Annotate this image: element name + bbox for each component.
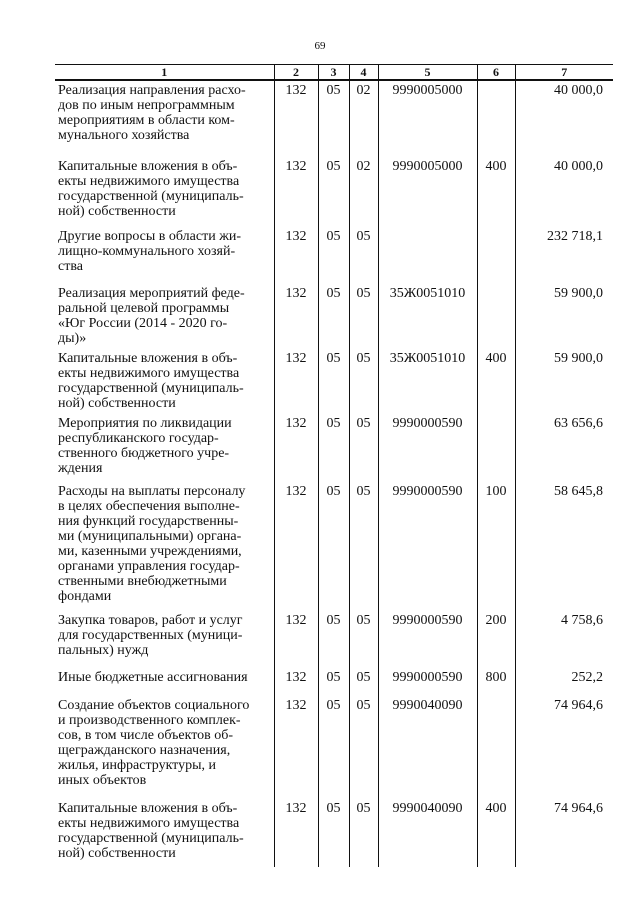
row-target-article: 9990040090 <box>378 696 477 799</box>
header-col-3: 3 <box>318 65 349 81</box>
row-name <box>55 668 274 696</box>
row-name <box>55 80 274 157</box>
row-amount: 40 000,0 <box>515 157 613 227</box>
row-name <box>55 349 274 414</box>
header-col-4: 4 <box>349 65 378 81</box>
row-target-article: 9990040090 <box>378 799 477 867</box>
row-subsection: 05 <box>349 696 378 799</box>
row-amount: 252,2 <box>515 668 613 696</box>
row-name <box>55 157 274 227</box>
row-expense-type <box>477 414 515 482</box>
row-name-text: Иные бюджетные ассигнования <box>58 670 248 685</box>
row-code: 132 <box>274 696 318 799</box>
row-amount: 59 900,0 <box>515 349 613 414</box>
row-code: 132 <box>274 349 318 414</box>
row-subsection: 05 <box>349 227 378 284</box>
row-subsection: 05 <box>349 799 378 867</box>
row-code: 132 <box>274 414 318 482</box>
row-code: 132 <box>274 799 318 867</box>
row-section: 05 <box>318 80 349 157</box>
row-amount: 40 000,0 <box>515 80 613 157</box>
row-subsection: 05 <box>349 284 378 349</box>
row-target-article: 35Ж0051010 <box>378 284 477 349</box>
row-name <box>55 799 274 867</box>
row-expense-type: 400 <box>477 157 515 227</box>
row-name-text: Другие вопросы в области жи- лищно-коммунального хозяй- ства <box>58 229 242 274</box>
row-name <box>55 611 274 668</box>
row-target-article: 9990000590 <box>378 482 477 611</box>
header-col-6: 6 <box>477 65 515 81</box>
row-expense-type: 400 <box>477 349 515 414</box>
row-code: 132 <box>274 482 318 611</box>
row-section: 05 <box>318 668 349 696</box>
row-name-text: Капитальные вложения в объ- екты недвижимого имущества государственной (муниципаль- ной) собственности <box>58 801 244 861</box>
row-subsection: 05 <box>349 611 378 668</box>
header-col-7: 7 <box>515 65 613 81</box>
header-col-2: 2 <box>274 65 318 81</box>
row-subsection: 02 <box>349 80 378 157</box>
table-row <box>55 157 613 227</box>
row-name <box>55 696 274 799</box>
row-code: 132 <box>274 157 318 227</box>
row-name-text: Реализация мероприятий феде- ральной целевой программы «Юг России (2014 - 2020 го- ды)» <box>58 286 245 346</box>
row-section: 05 <box>318 414 349 482</box>
row-subsection: 05 <box>349 414 378 482</box>
row-subsection: 05 <box>349 482 378 611</box>
row-section: 05 <box>318 349 349 414</box>
row-name <box>55 227 274 284</box>
row-name <box>55 482 274 611</box>
row-code: 132 <box>274 284 318 349</box>
row-amount: 74 964,6 <box>515 799 613 867</box>
row-amount: 232 718,1 <box>515 227 613 284</box>
row-section: 05 <box>318 611 349 668</box>
table-row <box>55 80 613 157</box>
header-col-5: 5 <box>378 65 477 81</box>
table-row <box>55 482 613 611</box>
row-expense-type: 200 <box>477 611 515 668</box>
table-row <box>55 284 613 349</box>
row-code: 132 <box>274 227 318 284</box>
row-section: 05 <box>318 284 349 349</box>
row-section: 05 <box>318 799 349 867</box>
header-col-1: 1 <box>55 65 274 81</box>
row-amount: 4 758,6 <box>515 611 613 668</box>
row-target-article: 9990005000 <box>378 80 477 157</box>
row-name-text: Расходы на выплаты персоналу в целях обеспечения выполне- ния функций государственны- ми (муниципальными) органа- ми, казенными учреждениями, органами управления государ- ственными внебюджетными фондами <box>58 484 246 604</box>
row-name-text: Капитальные вложения в объ- екты недвижимого имущества государственной (муниципаль- ной) собственности <box>58 159 244 219</box>
row-target-article: 35Ж0051010 <box>378 349 477 414</box>
table-row <box>55 696 613 799</box>
row-name <box>55 414 274 482</box>
row-expense-type <box>477 80 515 157</box>
row-code: 132 <box>274 668 318 696</box>
table-row <box>55 799 613 867</box>
row-amount: 58 645,8 <box>515 482 613 611</box>
row-name-text: Мероприятия по ликвидации республиканского государ- ственного бюджетного учре- ждения <box>58 416 232 476</box>
row-code: 132 <box>274 80 318 157</box>
page-number: 69 <box>314 40 326 52</box>
row-expense-type <box>477 227 515 284</box>
row-section: 05 <box>318 696 349 799</box>
row-name <box>55 284 274 349</box>
row-amount: 59 900,0 <box>515 284 613 349</box>
row-name-text: Капитальные вложения в объ- екты недвижимого имущества государственной (муниципаль- ной) собственности <box>58 351 244 411</box>
header-row <box>55 65 613 81</box>
table-row <box>55 227 613 284</box>
row-name-text: Создание объектов социального и производственного комплек- сов, в том числе объектов об- щегражданского назначения, жилья, инфраструктуры, и иных объектов <box>58 698 250 788</box>
row-section: 05 <box>318 227 349 284</box>
row-name-text: Закупка товаров, работ и услуг для государственных (муници- пальных) нужд <box>58 613 243 658</box>
row-amount: 63 656,6 <box>515 414 613 482</box>
row-expense-type <box>477 284 515 349</box>
row-amount: 74 964,6 <box>515 696 613 799</box>
table-row <box>55 668 613 696</box>
table-row <box>55 414 613 482</box>
table-row <box>55 611 613 668</box>
row-section: 05 <box>318 482 349 611</box>
row-expense-type <box>477 696 515 799</box>
row-expense-type: 400 <box>477 799 515 867</box>
row-subsection: 05 <box>349 668 378 696</box>
row-target-article: 9990000590 <box>378 611 477 668</box>
row-target-article: 9990000590 <box>378 414 477 482</box>
row-target-article <box>378 227 477 284</box>
table-row <box>55 349 613 414</box>
row-subsection: 05 <box>349 349 378 414</box>
row-expense-type: 800 <box>477 668 515 696</box>
row-name-text: Реализация направления расхо- дов по иным непрограммным мероприятиям в области ком- мунального хозяйства <box>58 83 246 143</box>
row-section: 05 <box>318 157 349 227</box>
row-target-article: 9990005000 <box>378 157 477 227</box>
row-code: 132 <box>274 611 318 668</box>
row-target-article: 9990000590 <box>378 668 477 696</box>
row-expense-type: 100 <box>477 482 515 611</box>
row-subsection: 02 <box>349 157 378 227</box>
budget-table <box>55 64 613 867</box>
